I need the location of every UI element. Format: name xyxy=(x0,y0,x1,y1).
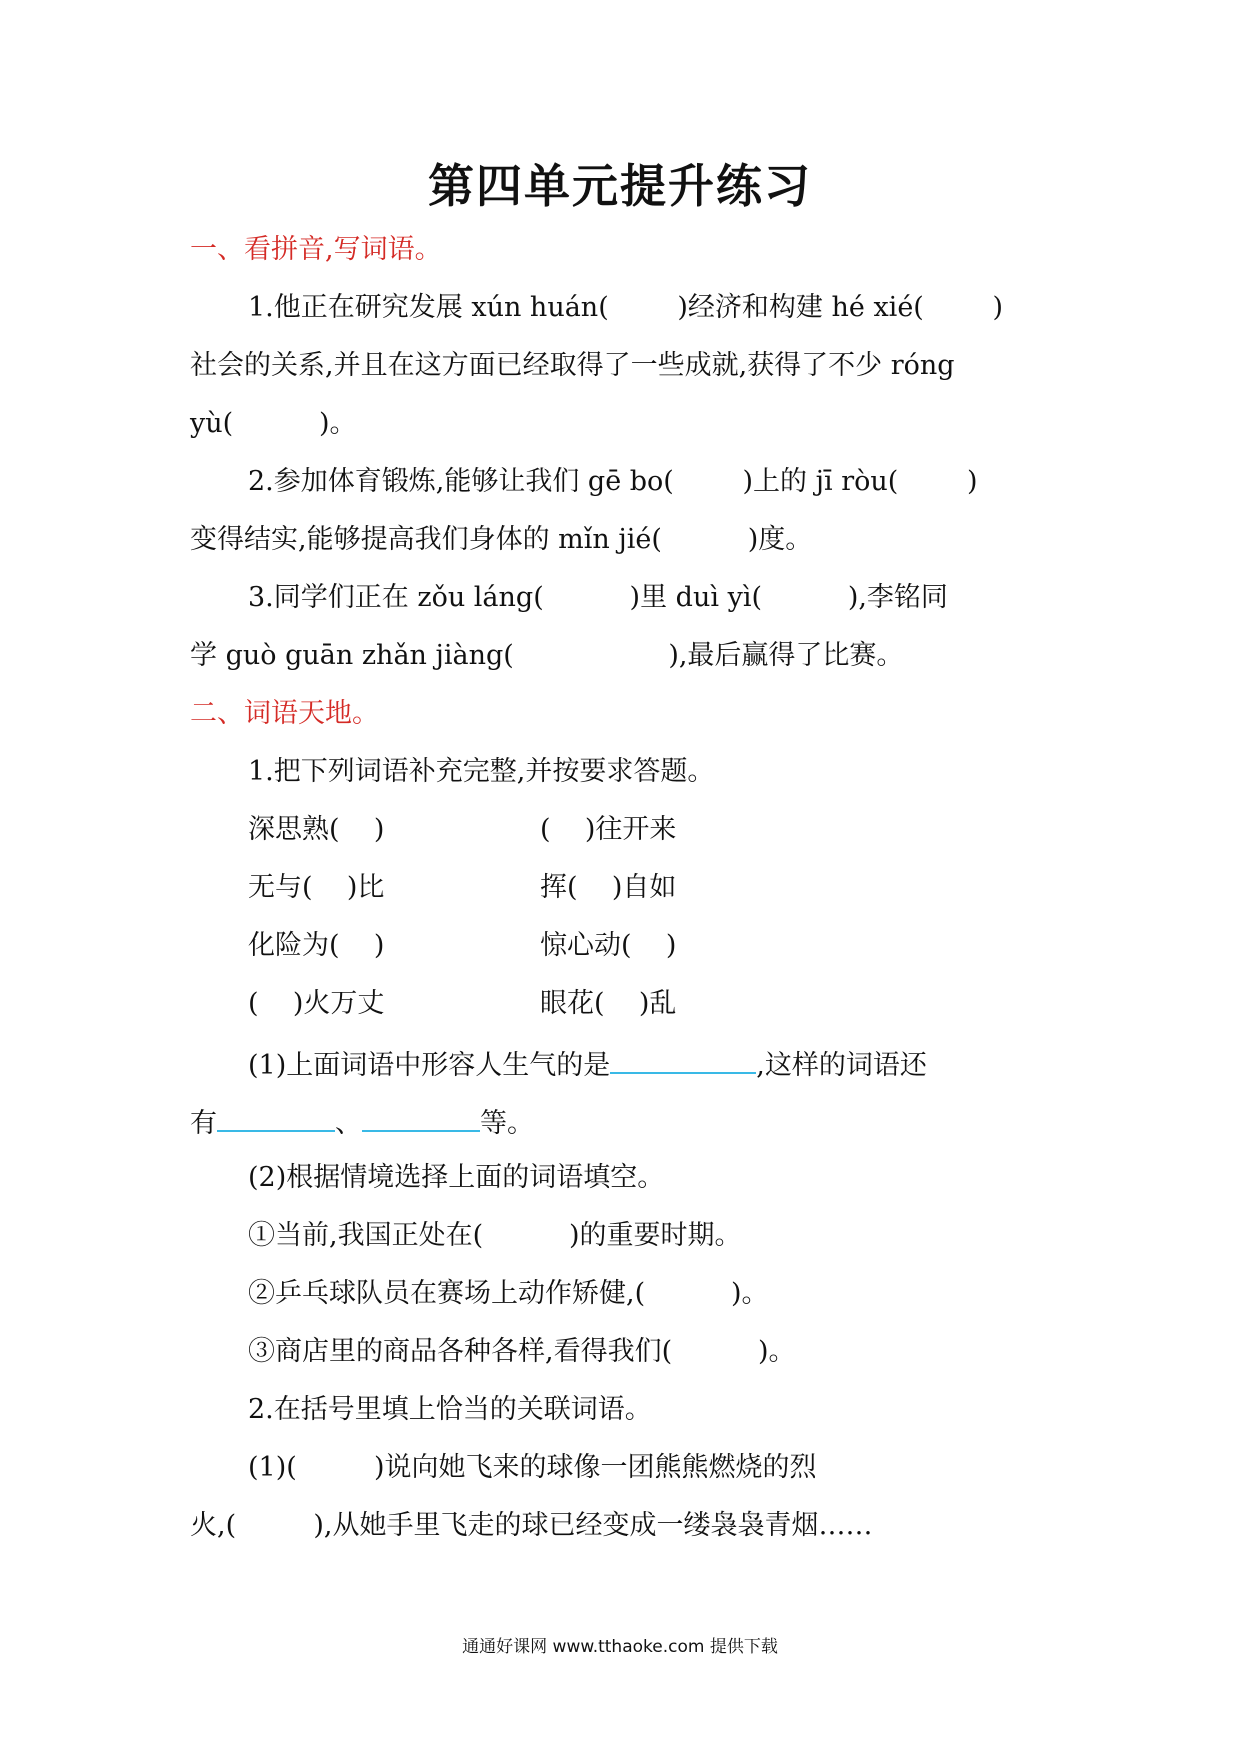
idiom-left-4: ( )火万丈 xyxy=(248,988,385,1019)
idiom-right-2: 挥( )自如 xyxy=(540,872,677,903)
idiom-left-3: 化险为( ) xyxy=(248,930,385,961)
answer-blank-2[interactable] xyxy=(217,1100,335,1132)
footer-credit: 通通好课网 www.tthaoke.com 提供下载 xyxy=(462,1637,778,1657)
conjunction-sentence-line-2: 火,( ),从她手里飞走的球已经变成一缕袅袅青烟…… xyxy=(190,1510,873,1541)
sub-question-1-line-1 xyxy=(248,1042,927,1086)
conjunction-task-intro: 2.在括号里填上恰当的关联词语。 xyxy=(248,1394,652,1425)
answer-blank-3[interactable] xyxy=(362,1100,480,1132)
question-3-line-1: 3.同学们正在 zǒu láng( )里 duì yì( ),李铭同 xyxy=(248,582,948,613)
idiom-task-intro: 1.把下列词语补充完整,并按要求答题。 xyxy=(248,756,715,787)
idiom-right-4: 眼花( )乱 xyxy=(540,988,677,1019)
idiom-right-1: ( )往开来 xyxy=(540,814,677,845)
fill-sentence-3: ③商店里的商品各种各样,看得我们( )。 xyxy=(248,1336,796,1367)
sub-question-1-text-c: 有 xyxy=(190,1108,217,1139)
sub-question-1-line-2 xyxy=(190,1100,534,1144)
sub-question-1-text-a: (1)上面词语中形容人生气的是 xyxy=(248,1050,611,1081)
sub-question-1-text-b: ,这样的词语还 xyxy=(756,1050,927,1081)
question-1-line-3: yù( )。 xyxy=(190,408,357,439)
idiom-left-2: 无与( )比 xyxy=(248,872,385,903)
idiom-left-1: 深思熟( ) xyxy=(248,814,385,845)
idiom-right-3: 惊心动( ) xyxy=(540,930,677,961)
question-1-line-2: 社会的关系,并且在这方面已经取得了一些成就,获得了不少 róng xyxy=(190,350,955,381)
question-1-line-1: 1.他正在研究发展 xún huán( )经济和构建 hé xié( ) xyxy=(248,292,1004,323)
conjunction-sentence-line-1: (1)( )说向她飞来的球像一团熊熊燃烧的烈 xyxy=(248,1452,817,1483)
sub-question-1-end: 等。 xyxy=(480,1108,534,1139)
page-title: 第四单元提升练习 xyxy=(428,159,812,213)
answer-blank-1[interactable] xyxy=(610,1042,756,1074)
section-1-heading: 一、看拼音,写词语。 xyxy=(190,234,442,265)
fill-sentence-2: ②乒乓球队员在赛场上动作矫健,( )。 xyxy=(248,1278,769,1309)
question-2-line-1: 2.参加体育锻炼,能够让我们 gē bo( )上的 jī ròu( ) xyxy=(248,466,978,497)
question-3-line-2: 学 guò guān zhǎn jiàng( ),最后赢得了比赛。 xyxy=(190,640,904,671)
fill-sentence-1: ①当前,我国正处在( )的重要时期。 xyxy=(248,1220,742,1251)
section-2-heading: 二、词语天地。 xyxy=(190,698,379,729)
sub-question-1-separator: 、 xyxy=(335,1108,362,1139)
question-2-line-2: 变得结实,能够提高我们身体的 mǐn jié( )度。 xyxy=(190,524,813,555)
sub-question-2: (2)根据情境选择上面的词语填空。 xyxy=(248,1162,665,1193)
